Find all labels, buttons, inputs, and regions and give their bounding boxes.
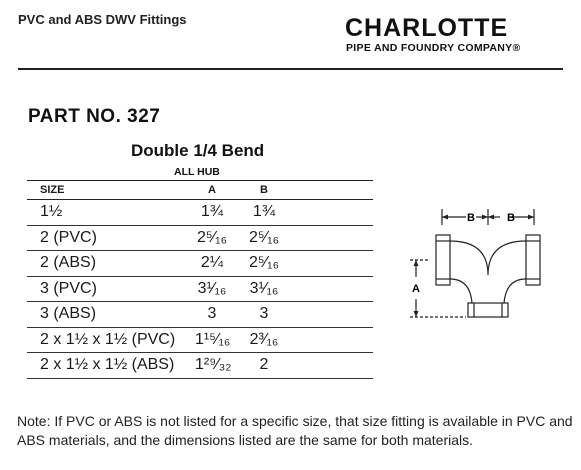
table-row xyxy=(27,277,373,303)
cell-size: 2 (PVC) xyxy=(40,228,97,246)
cell-size: 3 (PVC) xyxy=(40,279,97,297)
cell-a: 3¹⁄₁₆ xyxy=(197,279,227,297)
column-header-size: SIZE xyxy=(40,184,65,196)
cell-a: 1¾ xyxy=(200,203,224,220)
cell-a: 2⁵⁄₁₆ xyxy=(196,228,228,246)
cell-size: 2 (ABS) xyxy=(40,254,97,271)
table-row xyxy=(27,226,373,252)
cell-a: 1¹⁵⁄₁₆ xyxy=(195,330,231,348)
dimensions-table xyxy=(27,180,373,379)
cell-b: 2³⁄₁₆ xyxy=(249,330,279,348)
cell-b: 3¹⁄₁₆ xyxy=(249,279,279,297)
cell-size: 1½ xyxy=(40,203,63,220)
dimension-label-b1: B xyxy=(467,212,475,224)
table-row xyxy=(27,200,373,226)
page-header-title: PVC and ABS DWV Fittings xyxy=(18,12,187,27)
table-row xyxy=(27,328,373,354)
cell-size: 2 x 1½ x 1½ (ABS) xyxy=(40,356,175,373)
brand-logo-name: CHARLOTTE xyxy=(345,14,509,42)
cell-a: 3 xyxy=(207,305,217,322)
cell-b: 3 xyxy=(259,305,269,322)
column-header-b: B xyxy=(260,184,268,196)
table-row xyxy=(27,302,373,328)
cell-b: 2 xyxy=(259,356,269,373)
dimension-label-a: A xyxy=(412,283,420,295)
cell-size: 3 (ABS) xyxy=(40,305,97,322)
brand-logo-subtitle: PIPE AND FOUNDRY COMPANY® xyxy=(346,42,521,54)
fitting-name: Double 1/4 Bend xyxy=(131,141,265,160)
cell-size: 2 x 1½ x 1½ (PVC) xyxy=(40,330,176,348)
column-header-a: A xyxy=(208,184,216,196)
table-header xyxy=(27,180,373,200)
cell-a: 2¼ xyxy=(200,254,224,271)
dimension-label-b2: B xyxy=(507,212,515,224)
cell-b: 1¾ xyxy=(252,203,276,220)
cell-a: 1²⁹⁄₃₂ xyxy=(195,356,232,373)
part-number: PART NO. 327 xyxy=(28,106,161,127)
materials-note: Note: If PVC or ABS is not listed for a specific size, that size fitting is available in PVC and ABS materials, and the dimensions listed are the same for both materials. xyxy=(17,413,573,448)
cell-b: 2⁵⁄₁₆ xyxy=(248,254,280,271)
table-row xyxy=(27,251,373,277)
table-row xyxy=(27,353,373,379)
header-divider xyxy=(18,68,563,70)
hub-type-label: ALL HUB xyxy=(174,166,220,178)
double-bend-fitting-diagram xyxy=(400,205,580,335)
cell-b: 2⁵⁄₁₆ xyxy=(248,228,280,246)
